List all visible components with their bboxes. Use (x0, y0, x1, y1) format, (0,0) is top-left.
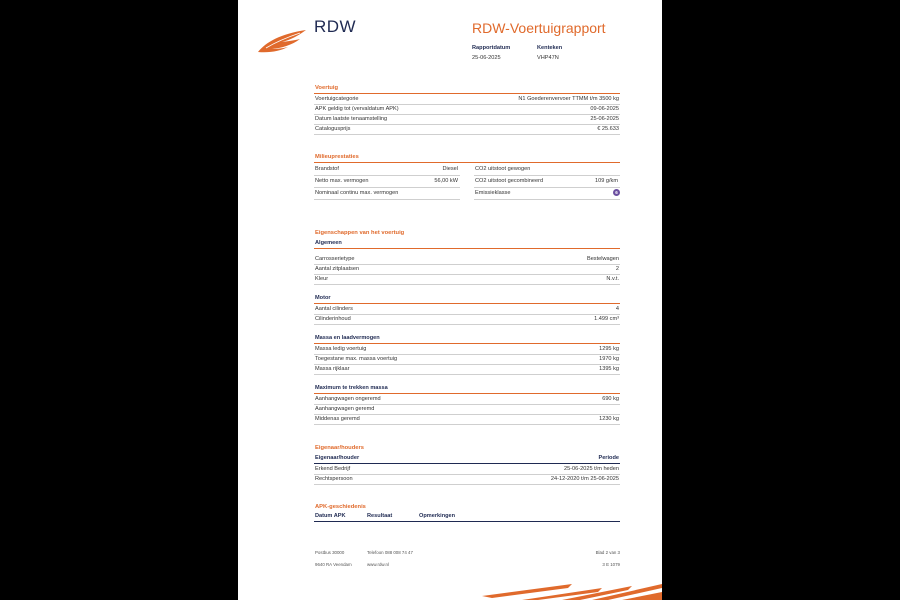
co2-gewogen-label: CO2 uitstoot gewogen (475, 166, 531, 172)
emissieklasse-badge: 6 (613, 189, 620, 196)
table-row: Cilinderinhoud 1.499 cm³ (314, 314, 620, 325)
divider (474, 175, 620, 176)
subsection-title-trekken: Maximum te trekken massa (315, 385, 388, 391)
table-row: Kleur N.v.t. (314, 274, 620, 285)
co2-gecombineerd-label: CO2 uitstoot gecombineerd (475, 178, 544, 184)
column-header-eigenaar: Eigenaar/houder (315, 455, 360, 461)
footer-page-number: Blad 2 van 3 (595, 550, 620, 555)
table-row: Toegestane max. massa voertuig 1970 kg (314, 354, 620, 365)
subsection-title-motor: Motor (315, 295, 331, 301)
table-row: Aanhangwagen geremd (314, 404, 620, 415)
footer-code: 3 E 1079 (602, 562, 620, 567)
divider (314, 521, 620, 522)
decorative-stripes-icon (482, 578, 662, 600)
brandstof-value: Diesel (442, 166, 458, 172)
divider (474, 199, 620, 200)
rapportdatum-value: 25-06-2025 (472, 55, 501, 61)
table-row: Aanhangwagen ongeremd 690 kg (314, 394, 620, 405)
column-header-datum-apk: Datum APK (315, 513, 346, 519)
nominaal-vermogen-label: Nominaal continu max. vermogen (315, 190, 399, 196)
footer-plaats: 9640 RA Veendam (315, 562, 352, 567)
divider (474, 187, 620, 188)
section-title-milieu: Milieuprestaties (315, 154, 359, 160)
divider (314, 175, 460, 176)
rapportdatum-label: Rapportdatum (472, 45, 511, 51)
table-row: Erkend Bedrijf 25-06-2025 t/m heden (314, 464, 620, 475)
table-row: Carrosserietype Bestelwagen (314, 254, 620, 265)
section-title-voertuig: Voertuig (315, 85, 339, 91)
document-title: RDW-Voertuigrapport (472, 20, 606, 36)
table-row: Aantal cilinders 4 (314, 304, 620, 315)
co2-gecombineerd-value: 109 g/km (594, 178, 618, 184)
divider (314, 162, 620, 163)
rdw-logo-icon (256, 28, 308, 54)
kenteken-label: Kenteken (537, 45, 563, 51)
table-row: Catalogusprijs € 25.633 (314, 124, 620, 135)
section-title-apk: APK-geschiedenis (315, 504, 366, 510)
vermogen-value: 56,00 kW (434, 178, 458, 184)
brand-name: RDW (314, 17, 357, 36)
footer-telefoon: Telefoon 088 008 74 47 (367, 550, 413, 555)
emissieklasse-label: Emissieklasse (475, 190, 511, 196)
table-row: Voertuigcategorie N1 Goederenvervoer TTMM t/m 3500 kg (314, 94, 620, 105)
divider (314, 248, 620, 249)
table-row: Middenas geremd 1230 kg (314, 414, 620, 425)
footer-postbus: Postbus 30000 (315, 550, 345, 555)
footer-website[interactable]: www.rdw.nl (367, 562, 389, 567)
table-row: APK geldig tot (vervaldatum APK) 09-06-2025 (314, 104, 620, 115)
subsection-title-algemeen: Algemeen (315, 240, 342, 246)
brandstof-label: Brandstof (315, 166, 339, 172)
subsection-title-massa: Massa en laadvermogen (315, 335, 380, 341)
column-header-periode: Periode (598, 455, 619, 461)
column-header-opmerkingen: Opmerkingen (419, 513, 456, 519)
divider (314, 199, 460, 200)
divider (314, 187, 460, 188)
table-row: Massa ledig voertuig 1295 kg (314, 344, 620, 355)
table-row: Aantal zitplaatsen 2 (314, 264, 620, 275)
table-row: Massa rijklaar 1395 kg (314, 364, 620, 375)
vermogen-label: Netto max. vermogen (315, 178, 369, 184)
kenteken-value: VHP47N (537, 55, 559, 61)
table-row: Rechtspersoon 24-12-2020 t/m 25-06-2025 (314, 474, 620, 485)
section-title-eigenaar: Eigenaar/houders (315, 445, 364, 451)
column-header-resultaat: Resultaat (367, 513, 393, 519)
report-page (238, 0, 662, 600)
section-title-eigenschappen: Eigenschappen van het voertuig (315, 230, 405, 236)
table-row: Datum laatste tenaamstelling 25-06-2025 (314, 114, 620, 125)
